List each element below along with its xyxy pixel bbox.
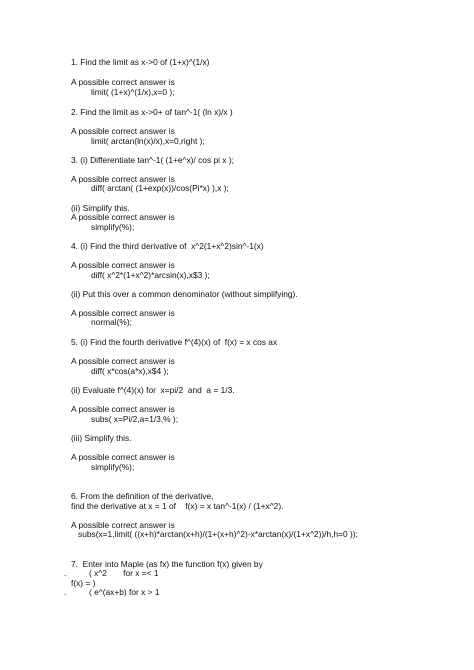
q3-answer-intro-i: A possible correct answer is bbox=[71, 174, 175, 184]
q3-answer-i: diff( arctan( (1+exp(x))/cos(Pi*x) ),x ); bbox=[91, 183, 229, 193]
q3-answer-intro-ii: A possible correct answer is bbox=[71, 212, 175, 222]
q5-answer-iii: simplify(%); bbox=[91, 462, 135, 472]
q1-answer-intro: A possible correct answer is bbox=[71, 77, 175, 87]
q5-answer-ii: subs( x=Pi/2,a=1/3,% ); bbox=[91, 414, 179, 424]
q4-part-ii: (ii) Put this over a common denominator (without simplifying). bbox=[71, 289, 298, 299]
q5-answer-intro-iii: A possible correct answer is bbox=[71, 452, 175, 462]
q6-answer-intro: A possible correct answer is bbox=[71, 520, 175, 530]
q4-answer-ii: normal(%); bbox=[91, 317, 132, 327]
q7-case1-dot: . bbox=[64, 568, 67, 578]
q7-line1: 7. Enter into Maple (as fx) the function f(x) given by bbox=[71, 559, 263, 569]
q1-question: 1. Find the limit as x->0 of (1+x)^(1/x) bbox=[71, 57, 210, 67]
q2-answer-intro: A possible correct answer is bbox=[71, 126, 175, 136]
q3-answer-ii: simplify(%); bbox=[91, 222, 135, 232]
q5-part-iii: (iii) Simplify this. bbox=[71, 433, 132, 443]
q6-answer: subs(x=1,limit( ((x+h)*arctan(x+h)/(1+(x+h)^2)-x*arctan(x)/(1+x^2))/h,h=0 )); bbox=[78, 529, 358, 539]
q5-part-ii: (ii) Evaluate f^(4)(x) for x=pi/2 and a = 1/3. bbox=[71, 385, 235, 395]
q5-answer-i: diff( x*cos(a*x),x$4 ); bbox=[91, 366, 169, 376]
q7-fx-label: f(x) = ) bbox=[71, 578, 96, 588]
q4-answer-intro-ii: A possible correct answer is bbox=[71, 308, 175, 318]
q7-case2: ( e^(ax+b) for x > 1 bbox=[89, 587, 160, 597]
q5-answer-intro-i: A possible correct answer is bbox=[71, 356, 175, 366]
q2-question: 2. Find the limit as x->0+ of tan^-1( (ln x)/x ) bbox=[71, 107, 233, 117]
q2-answer: limit( arctan(ln(x)/x),x=0,right ); bbox=[91, 136, 205, 146]
q5-answer-intro-ii: A possible correct answer is bbox=[71, 404, 175, 414]
q6-line2: find the derivative at x = 1 of f(x) = x tan^-1(x) / (1+x^2). bbox=[71, 501, 284, 511]
q4-answer-i: diff( x^2*(1+x^2)*arcsin(x),x$3 ); bbox=[91, 270, 210, 280]
q3-part-i: 3. (i) Differentiate tan^-1( (1+e^x)/ cos pi x ); bbox=[71, 155, 234, 165]
q7-case2-dot: . bbox=[64, 587, 67, 597]
q3-part-ii: (ii) Simplify this. bbox=[71, 203, 130, 213]
q1-answer: limit( (1+x)^(1/x),x=0 ); bbox=[91, 87, 175, 97]
q4-part-i: 4. (i) Find the third derivative of x^2(1+x^2)sin^-1(x) bbox=[71, 241, 264, 251]
q4-answer-intro-i: A possible correct answer is bbox=[71, 260, 175, 270]
q7-case1: ( x^2 for x =< 1 bbox=[89, 568, 159, 578]
q5-part-i: 5. (i) Find the fourth derivative f^(4)(x) of f(x) = x cos ax bbox=[71, 337, 278, 347]
q6-line1: 6. From the definition of the derivative, bbox=[71, 491, 214, 501]
